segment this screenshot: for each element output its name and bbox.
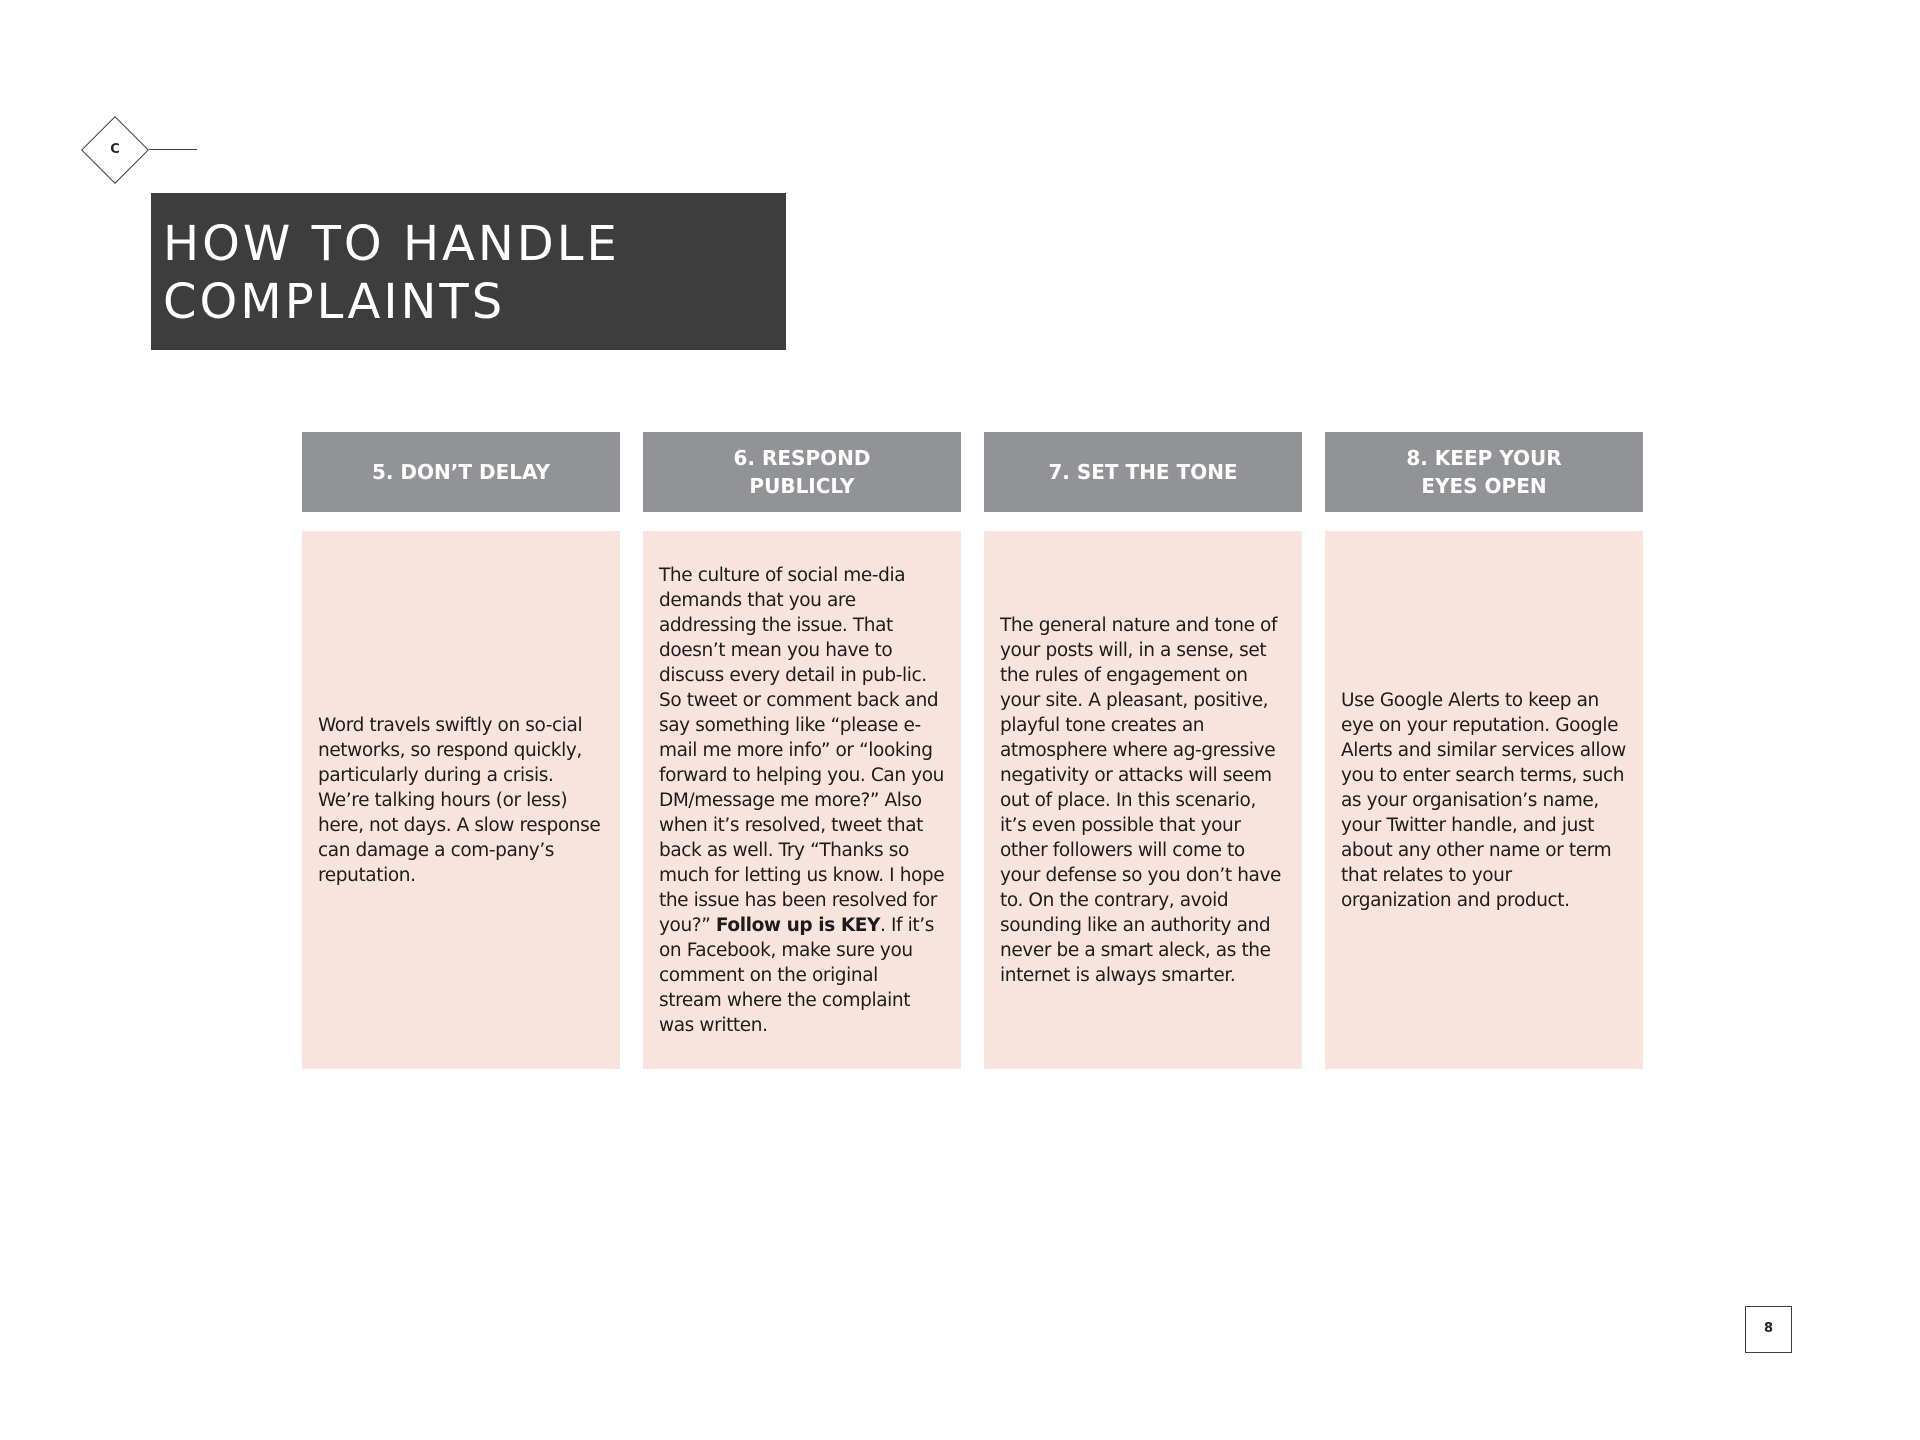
page-number: 8 xyxy=(1745,1306,1792,1353)
tip-body-text-part: The culture of social me-dia demands that you are addressing the issue. That doesn’t mean you have to discuss every detail in pub-lic. So tweet or comment back and say something like “please e-mail me more info” or “looking forward to helping you. Can you DM/message me more?” Also when it’s resolved, tweet that back as well. Try “Thanks so much for letting us know. I hope the issue has been resolved for you?” xyxy=(659,564,945,936)
tip-body xyxy=(643,531,961,1069)
marker-line xyxy=(149,149,197,150)
tip-body-text: Use Google Alerts to keep an eye on your reputation. Google Alerts and similar services allow you to enter search terms, such as your organisation’s name, your Twitter handle, and just about any other name or term that relates to your organization and product. xyxy=(1341,689,1626,911)
tip-header-text: 7. SET THE TONE xyxy=(1048,460,1238,484)
tip-header-text: 5. DON’T DELAY xyxy=(371,460,551,484)
tip-body xyxy=(302,531,620,1069)
tip-header xyxy=(643,432,961,512)
tip-header-text: 8. KEEP YOUR EYES OPEN xyxy=(1406,446,1562,498)
tip-body-text-part: . If it’s on Facebook, make sure you comment on the original stream where the complaint was written. xyxy=(659,914,934,1036)
tip-column-7 xyxy=(984,432,1302,1069)
page-title-line-2: COMPLAINTS xyxy=(163,274,506,330)
tip-body-emphasis: Follow up is KEY xyxy=(715,914,881,936)
tip-body-text: Word travels swiftly on so-cial networks, so respond quickly, particularly during a crisis. We’re talking hours (or less) here, not days. A slow response can damage a com-pany’s reputation. xyxy=(318,714,601,886)
page-title xyxy=(151,193,786,350)
tip-header-text: 6. RESPOND PUBLICLY xyxy=(733,446,871,498)
tip-column-6 xyxy=(643,432,961,1069)
section-marker xyxy=(81,116,201,184)
tip-column-5 xyxy=(302,432,620,1069)
tip-body-text: The general nature and tone of your posts will, in a sense, set the rules of engagement on your site. A pleasant, positive, playful tone creates an atmosphere where ag-gressive negativity or attacks will seem out of place. In this scenario, it’s even possible that your other followers will come to your defense so you don’t have to. On the contrary, avoid sounding like an authority and never be a smart aleck, as the internet is always smarter. xyxy=(1000,614,1282,986)
page-title-line-1: HOW TO HANDLE xyxy=(163,216,620,272)
tip-header xyxy=(302,432,620,512)
tip-header xyxy=(984,432,1302,512)
tip-header xyxy=(1325,432,1643,512)
tip-body-text xyxy=(659,563,945,1038)
section-letter: C xyxy=(110,142,120,157)
tip-body xyxy=(1325,531,1643,1069)
tip-column-8 xyxy=(1325,432,1643,1069)
tip-body xyxy=(984,531,1302,1069)
